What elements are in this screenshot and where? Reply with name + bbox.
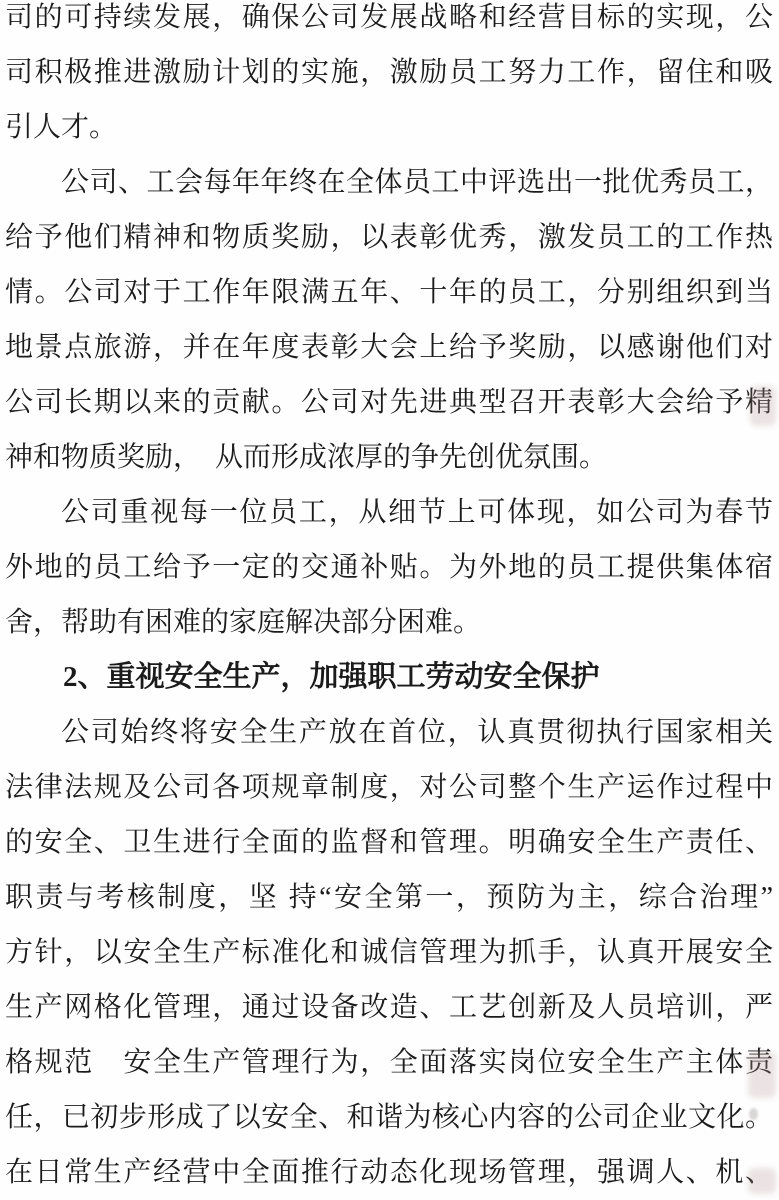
text-line: 生产网格化管理，通过设备改造、工艺创新及人员培训，严	[5, 992, 773, 1023]
text-block	[5, 0, 773, 1200]
text-line: 法律法规及公司各项规章制度，对公司整个生产运作过程中	[5, 772, 773, 803]
text-line: 格规范 安全生产管理行为，全面落实岗位安全生产主体责	[5, 1047, 773, 1078]
text-line: 神和物质奖励， 从而形成浓厚的争先创优氛围。	[5, 442, 608, 473]
text-line: 外地的员工给予一定的交通补贴。为外地的员工提供集体宿	[5, 552, 773, 583]
text-line: 司积极推进激励计划的实施，激励员工努力工作，留住和吸	[5, 57, 773, 88]
text-line: 引人才。	[5, 112, 118, 143]
text-line: 情。公司对于工作年限满五年、十年的员工，分别组织到当	[5, 277, 773, 308]
text-line: 给予他们精神和物质奖励，以表彰优秀，激发员工的工作热	[5, 222, 773, 253]
text-line: 方针，以安全生产标准化和诚信管理为抓手，认真开展安全	[5, 937, 773, 968]
text-line: 舍，帮助有困难的家庭解决部分困难。	[5, 607, 482, 638]
text-line: 的安全、卫生进行全面的监督和管理。明确安全生产责任、	[5, 827, 773, 858]
text-line: 公司重视每一位员工，从细节上可体现，如公司为春节	[61, 497, 773, 528]
text-line: 在日常生产经营中全面推行动态化现场管理，强调人、机、	[5, 1157, 773, 1188]
text-line: 任，已初步形成了以安全、和谐为核心内容的公司企业文化。	[5, 1102, 773, 1133]
text-line: 公司、工会每年年终在全体员工中评选出一批优秀员工，	[61, 167, 773, 198]
section-heading: 2、重视安全生产，加强职工劳动安全保护	[63, 661, 600, 693]
text-line: 地景点旅游，并在年度表彰大会上给予奖励，以感谢他们对	[5, 332, 773, 363]
text-line: 司的可持续发展，确保公司发展战略和经营目标的实现，公	[5, 2, 773, 33]
text-line: 公司始终将安全生产放在首位，认真贯彻执行国家相关	[61, 717, 773, 748]
text-line: 职责与考核制度，坚 持“安全第一，预防为主，综合治理”	[5, 882, 773, 913]
text-line: 公司长期以来的贡献。公司对先进典型召开表彰大会给予精	[5, 387, 773, 418]
